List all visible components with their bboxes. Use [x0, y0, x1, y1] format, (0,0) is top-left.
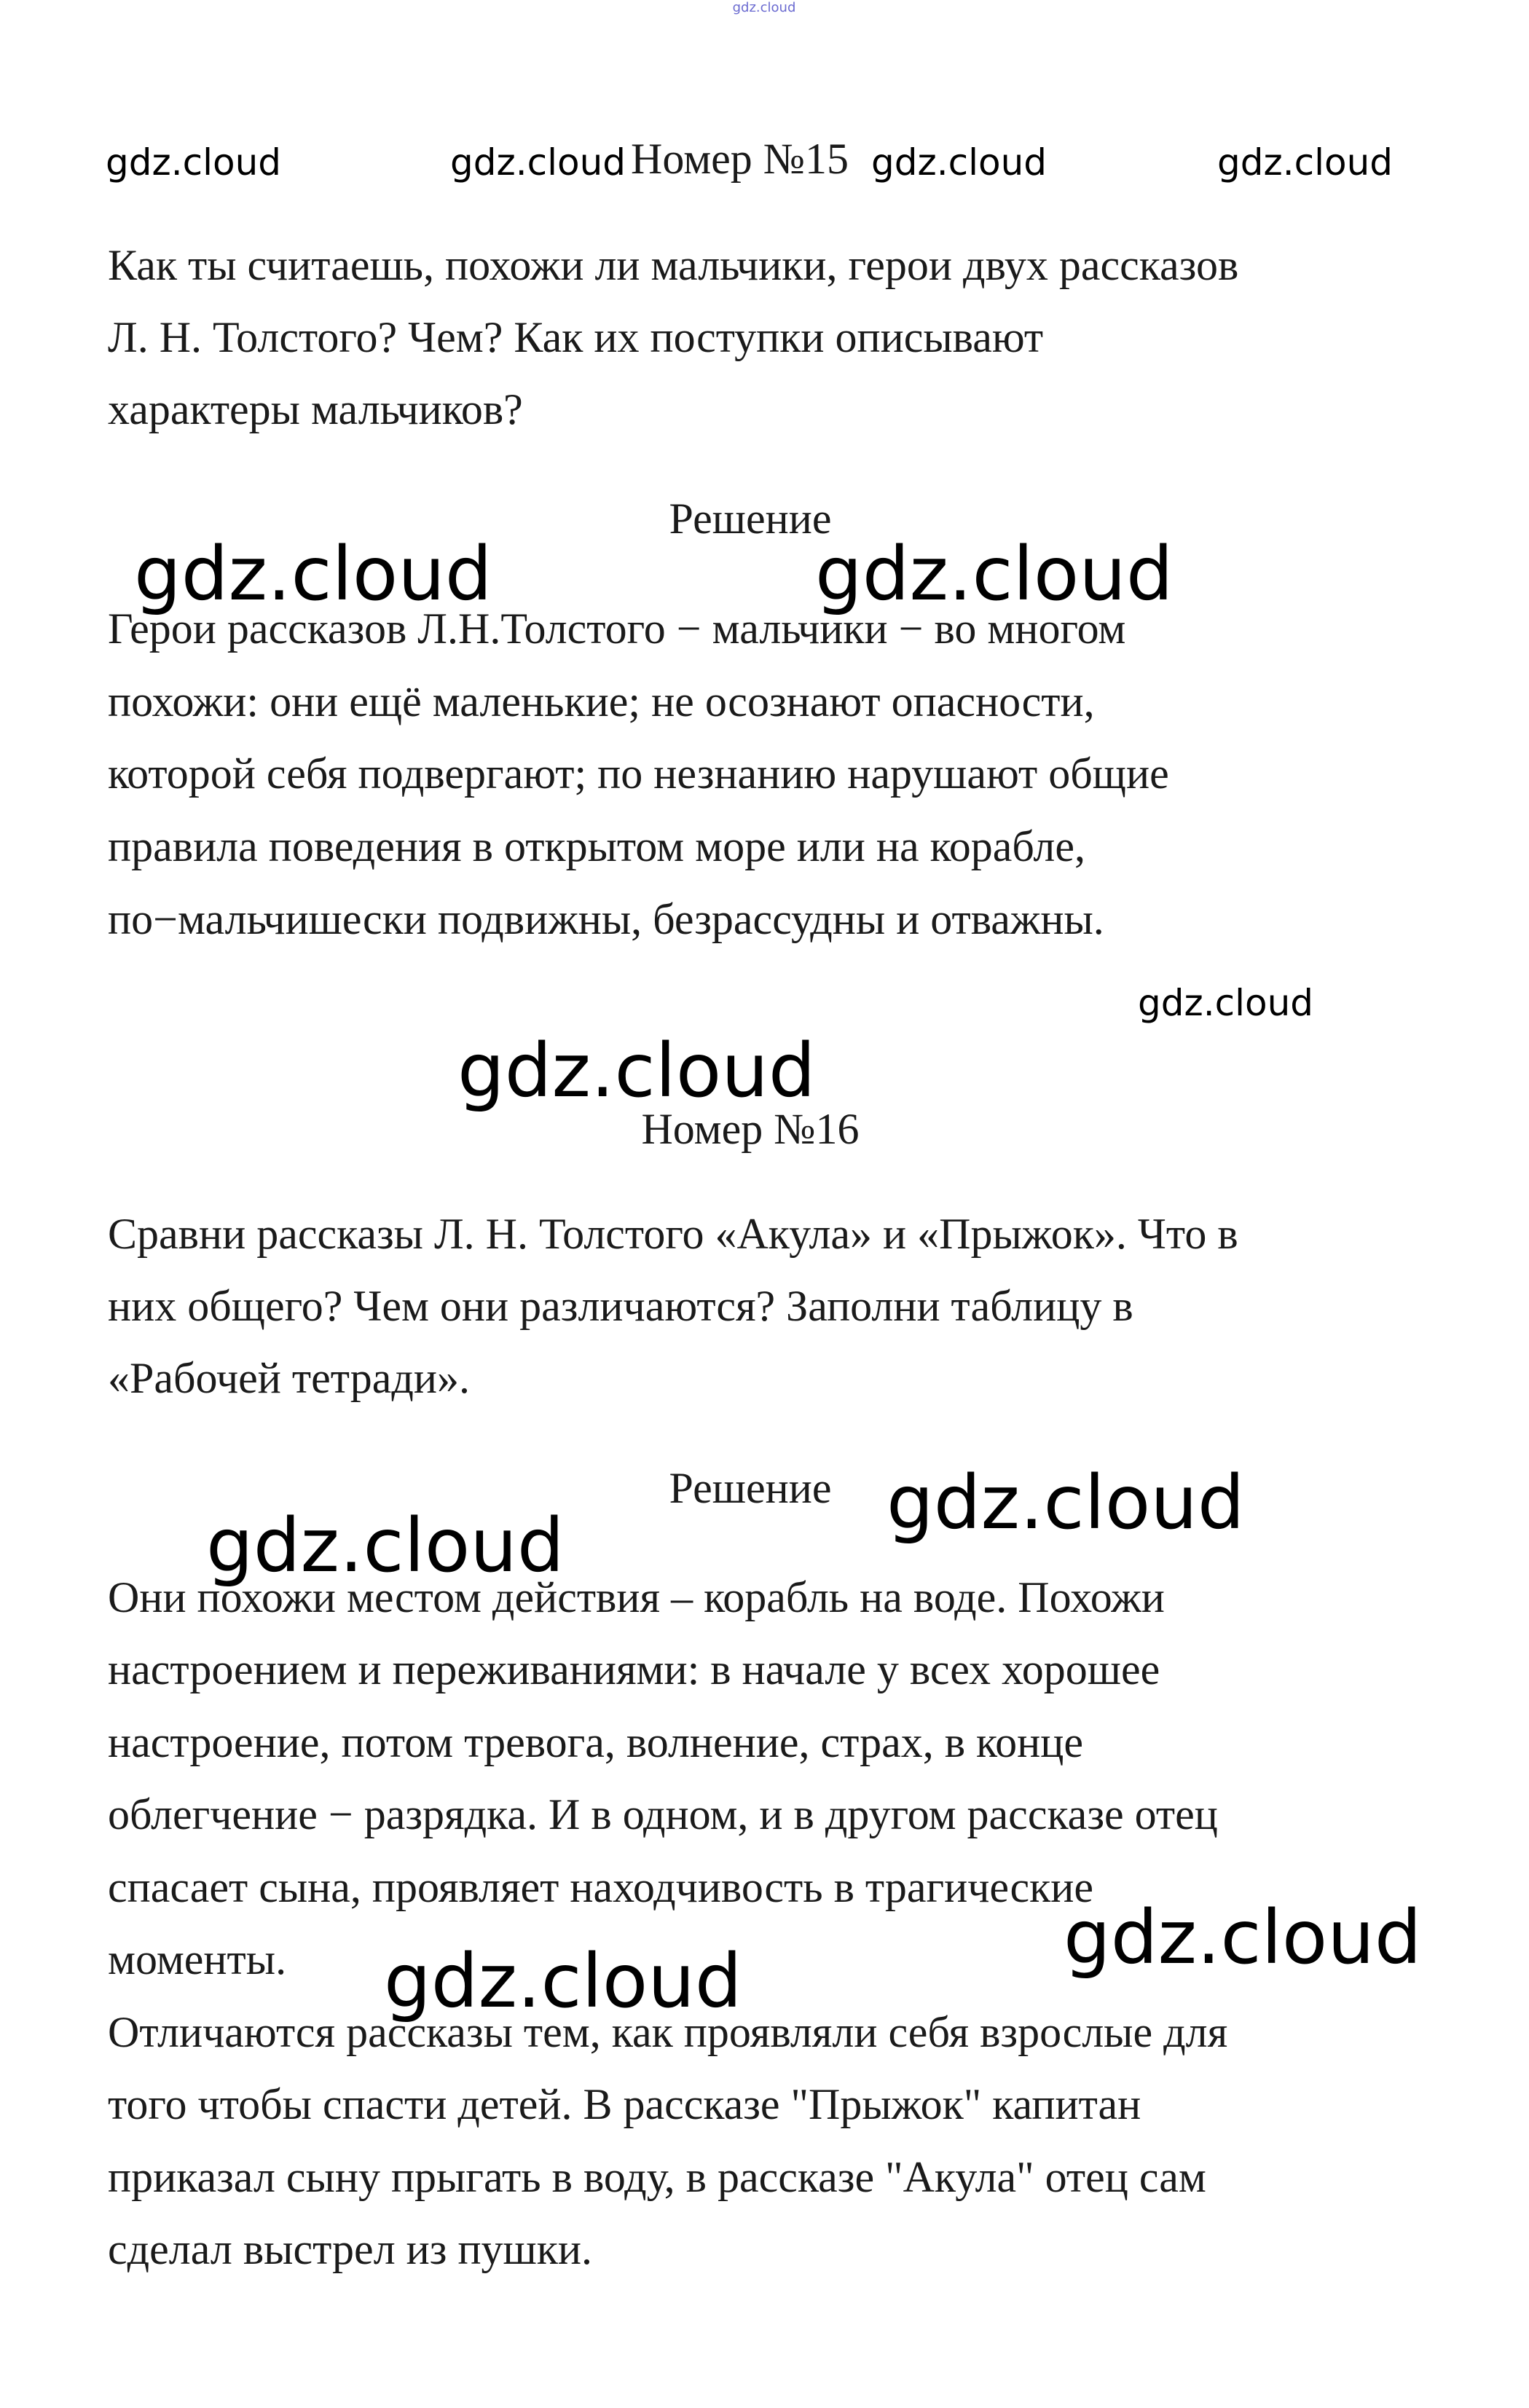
task15-answer-line: Герои рассказов Л.Н.Толстого − мальчики − во многом [108, 605, 1126, 653]
watermark: gdz.cloud [106, 141, 282, 184]
task16-solution-label: Решение [669, 1464, 832, 1512]
task15-answer-line: правила поведения в открытом море или на корабле, [108, 822, 1085, 870]
watermark: gdz.cloud [450, 141, 626, 184]
task16-question-line: Сравни рассказы Л. Н. Толстого «Акула» и «Прыжок». Что в [108, 1210, 1238, 1258]
task16-answer-line: Они похожи местом действия – корабль на воде. Похожи [108, 1573, 1165, 1621]
watermark: gdz.cloud [815, 531, 1174, 618]
task16-answer-line: облегчение − разрядка. И в одном, и в другом рассказе отец [108, 1790, 1218, 1838]
task15-question-line: Как ты считаешь, похожи ли мальчики, герои двух рассказов [108, 241, 1239, 289]
task16-title: Номер №16 [641, 1105, 860, 1153]
top-watermark: gdz.cloud [732, 0, 796, 15]
watermark: gdz.cloud [457, 1028, 816, 1114]
task15-title: Номер №15 [631, 135, 849, 183]
task16-question-line: «Рабочей тетради». [108, 1354, 470, 1402]
watermark: gdz.cloud [1138, 982, 1314, 1024]
task16-question-line: них общего? Чем они различаются? Заполни таблицу в [108, 1282, 1133, 1330]
task15-question-line: Л. Н. Толстого? Чем? Как их поступки описывают [108, 313, 1044, 361]
task15-answer-line: похожи: они ещё маленькие; не осознают опасности, [108, 677, 1095, 725]
watermark: gdz.cloud [384, 1938, 742, 2025]
watermark: gdz.cloud [887, 1460, 1245, 1546]
watermark: gdz.cloud [1217, 141, 1394, 184]
task16-answer-line: спасает сына, проявляет находчивость в трагические [108, 1863, 1094, 1911]
task15-answer-line: которой себя подвергают; по незнанию нарушают общие [108, 749, 1169, 798]
watermark: gdz.cloud [871, 141, 1047, 184]
task16-answer-line: того чтобы спасти детей. В рассказе "Прыжок" капитан [108, 2080, 1141, 2128]
watermark: gdz.cloud [206, 1503, 565, 1589]
task16-answer-line: Отличаются рассказы тем, как проявляли себя взрослые для [108, 2008, 1228, 2056]
task15-solution-label: Решение [669, 495, 832, 543]
task15-answer-line: по−мальчишески подвижны, безрассудны и отважны. [108, 895, 1104, 943]
task16-answer-line: приказал сыну прыгать в воду, в рассказе "Акула" отец сам [108, 2153, 1206, 2201]
watermark: gdz.cloud [134, 531, 492, 618]
task16-answer-line: сделал выстрел из пушки. [108, 2225, 593, 2273]
task15-question-line: характеры мальчиков? [108, 385, 523, 433]
task16-answer-line: моменты. [108, 1935, 287, 1983]
task16-answer-line: настроением и переживаниями: в начале у всех хорошее [108, 1645, 1160, 1693]
watermark: gdz.cloud [1064, 1894, 1422, 1981]
task16-answer-line: настроение, потом тревога, волнение, страх, в конце [108, 1718, 1084, 1766]
